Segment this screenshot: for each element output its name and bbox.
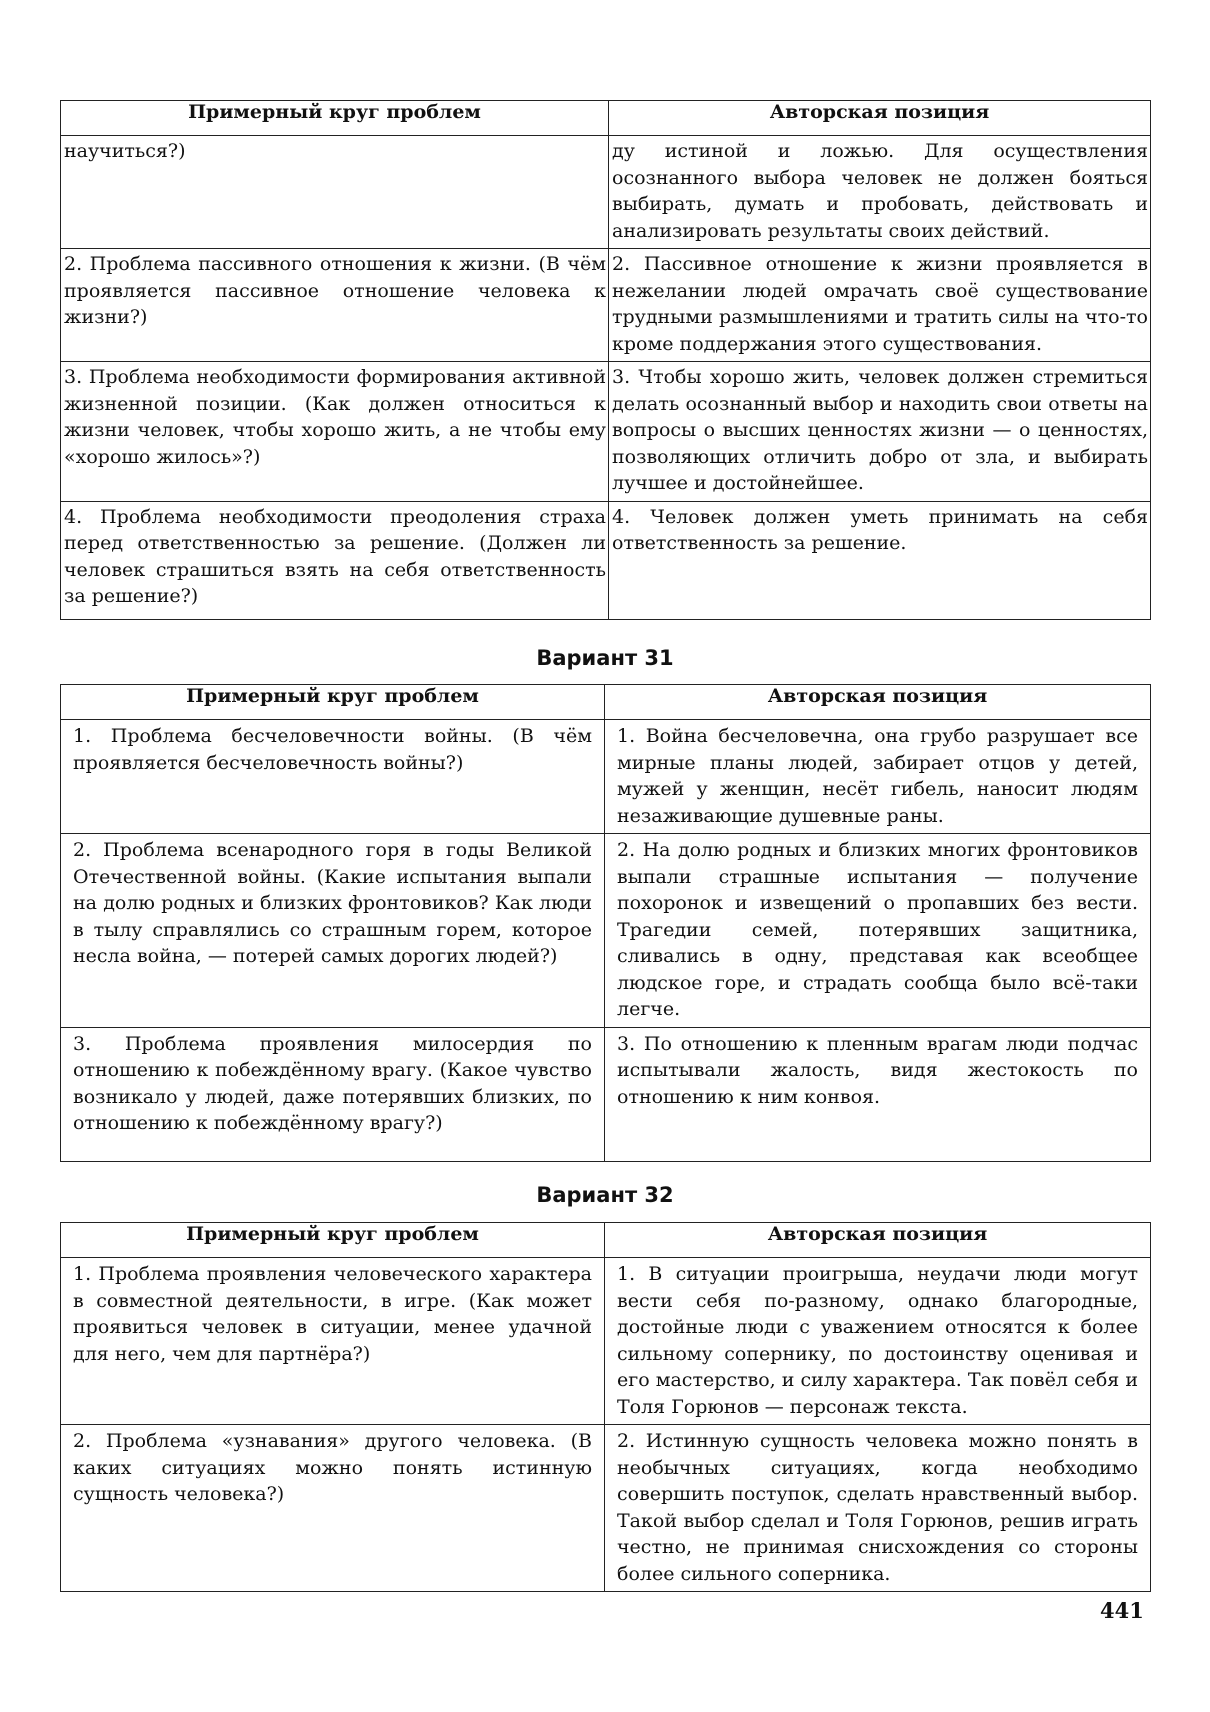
table-continued xyxy=(60,100,1151,620)
table-row xyxy=(61,1425,1151,1592)
position-cell: 4. Человек должен уметь принимать на себя ответственность за решение. xyxy=(609,501,1151,619)
header-problems: Примерный круг проблем xyxy=(61,101,609,136)
problem-cell: научиться?) xyxy=(61,136,609,249)
position-cell: 2. Пассивное отношение к жизни проявляется в нежелании людей омрачать своё существование трудными размышлениями и тратить силы на что-то кроме поддержания этого существования. xyxy=(609,249,1151,362)
header-author-position: Авторская позиция xyxy=(605,685,1151,720)
table-row xyxy=(61,249,1151,362)
table-row xyxy=(61,1258,1151,1425)
table-header-row xyxy=(61,1223,1151,1258)
problem-cell: 1. Проблема проявления человеческого характера в совместной деятельности, в игре. (Как может проявиться человек в ситуации, менее удачной для него, чем для партнёра?) xyxy=(61,1258,605,1425)
problem-cell: 3. Проблема проявления милосердия по отношению к побеждённому врагу. (Какое чувство возникало у людей, даже потерявших близких, по отношению к побеждённому врагу?) xyxy=(61,1027,605,1161)
position-cell: 1. В ситуации проигрыша, неудачи люди могут вести себя по-разному, однако благородные, достойные люди с уважением относятся к более сильному сопернику, по достоинству оценивая и его мастерство, и силу характера. Так повёл себя и Толя Горюнов — персонаж текста. xyxy=(605,1258,1151,1425)
position-cell: 3. По отношению к пленным врагам люди подчас испытывали жалость, видя жестокость по отношению к ним конвоя. xyxy=(605,1027,1151,1161)
table-row xyxy=(61,834,1151,1028)
problem-cell: 2. Проблема «узнавания» другого человека. (В каких ситуациях можно понять истинную сущность человека?) xyxy=(61,1425,605,1592)
problem-cell: 1. Проблема бесчеловечности войны. (В чём проявляется бесчеловечность войны?) xyxy=(61,720,605,834)
table-header-row xyxy=(61,685,1151,720)
header-author-position: Авторская позиция xyxy=(605,1223,1151,1258)
variant-32-title: Вариант 32 xyxy=(536,1183,674,1207)
problem-cell: 4. Проблема необходимости преодоления страха перед ответственностью за решение. (Должен ли человек страшиться взять на себя ответственность за решение?) xyxy=(61,501,609,619)
table-variant-32 xyxy=(60,1222,1151,1592)
problem-cell: 2. Проблема пассивного отношения к жизни. (В чём проявляется пассивное отношение человека к жизни?) xyxy=(61,249,609,362)
header-author-position: Авторская позиция xyxy=(609,101,1151,136)
table-variant-31 xyxy=(60,684,1151,1162)
header-problems: Примерный круг проблем xyxy=(61,685,605,720)
header-problems: Примерный круг проблем xyxy=(61,1223,605,1258)
problem-cell: 2. Проблема всенародного горя в годы Великой Отечественной войны. (Какие испытания выпали на долю родных и близких фронтовиков? Как люди в тылу справлялись со страшным горем, которое несла война, — потерей самых дорогих людей?) xyxy=(61,834,605,1028)
variant-31-title: Вариант 31 xyxy=(536,646,674,670)
table-row xyxy=(61,501,1151,619)
table-row xyxy=(61,136,1151,249)
page-number: 441 xyxy=(1100,1598,1144,1623)
table-header-row xyxy=(61,101,1151,136)
table-row xyxy=(61,1027,1151,1161)
position-cell: 1. Война бесчеловечна, она грубо разрушает все мирные планы людей, забирает отцов у детей, мужей у женщин, несёт гибель, наносит людям незаживающие душевные раны. xyxy=(605,720,1151,834)
position-cell: 2. Истинную сущность человека можно понять в необычных ситуациях, когда необходимо совершить поступок, сделать нравственный выбор. Такой выбор сделал и Толя Горюнов, решив играть честно, не принимая снисхождения со стороны более сильного соперника. xyxy=(605,1425,1151,1592)
position-cell: 2. На долю родных и близких многих фронтовиков выпали страшные испытания — получение похоронок и извещений о пропавших без вести. Трагедии семей, потерявших защитника, сливались в одну, представая как всеобщее людское горе, и страдать сообща было всё-таки легче. xyxy=(605,834,1151,1028)
table-row xyxy=(61,362,1151,502)
problem-cell: 3. Проблема необходимости формирования активной жизненной позиции. (Как должен относиться к жизни человек, чтобы хорошо жить, а не чтобы ему «хорошо жилось»?) xyxy=(61,362,609,502)
table-row xyxy=(61,720,1151,834)
position-cell: 3. Чтобы хорошо жить, человек должен стремиться делать осознанный выбор и находить свои ответы на вопросы о высших ценностях жизни — о ценностях, позволяющих отличить добро от зла, и выбирать лучшее и достойнейшее. xyxy=(609,362,1151,502)
position-cell: ду истиной и ложью. Для осуществления осознанного выбора человек не должен бояться выбирать, думать и пробовать, действовать и анализировать результаты своих действий. xyxy=(609,136,1151,249)
